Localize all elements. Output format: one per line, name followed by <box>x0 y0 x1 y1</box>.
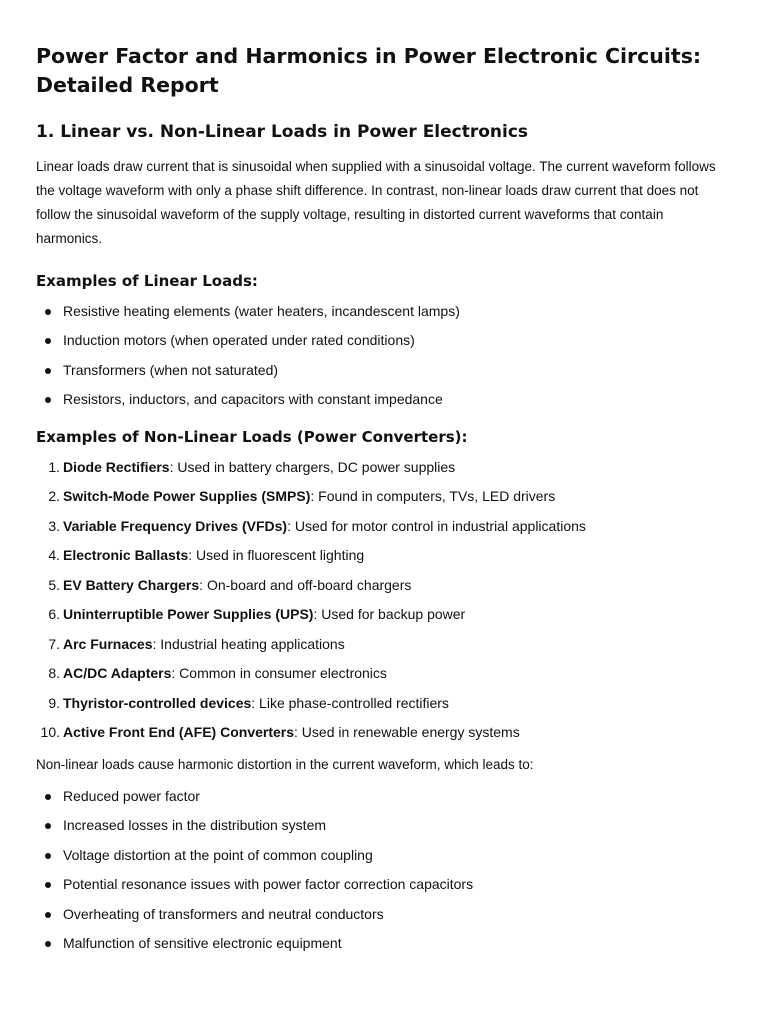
item-description: : Found in computers, TVs, LED drivers <box>310 488 556 504</box>
item-description: : Used for backup power <box>313 606 466 622</box>
list-item: Voltage distortion at the point of common coupling <box>36 845 732 866</box>
item-number: 7. <box>48 635 60 652</box>
numbered-list-item <box>36 486 732 507</box>
item-number: 4. <box>48 547 60 563</box>
item-description: : Like phase-controlled rectifiers <box>251 694 449 711</box>
item-description: : On-board and off-board chargers <box>199 576 412 593</box>
linear-loads-heading: Examples of Linear Loads: <box>36 272 258 290</box>
list-item: Resistors, inductors, and capacitors with constant impedance <box>36 389 732 410</box>
list-item: Increased losses in the distribution system <box>36 815 732 836</box>
page-title-line-2: Detailed Report <box>36 73 219 97</box>
list-item: Resistive heating elements (water heaters, incandescent lamps) <box>36 301 732 322</box>
item-number: 2. <box>48 488 60 504</box>
item-number: 3. <box>48 517 60 534</box>
list-item: Transformers (when not saturated) <box>36 360 732 381</box>
item-description: : Common in consumer electronics <box>171 665 387 681</box>
list-item: Potential resonance issues with power factor correction capacitors <box>36 874 732 895</box>
item-term: Electronic Ballasts <box>63 547 189 563</box>
numbered-list-item <box>36 457 732 478</box>
effects-list <box>36 786 732 955</box>
item-description: : Used for motor control in industrial applications <box>287 517 586 534</box>
item-number: 6. <box>48 606 60 622</box>
linear-loads-list <box>36 301 732 411</box>
item-number: 5. <box>48 576 60 593</box>
nonlinear-loads-list <box>36 457 732 744</box>
item-term: Switch-Mode Power Supplies (SMPS) <box>63 488 311 504</box>
item-number: 10. <box>40 724 60 740</box>
item-term: Thyristor-controlled devices <box>63 694 252 711</box>
list-item: Induction motors (when operated under rated conditions) <box>36 330 732 351</box>
item-term: Uninterruptible Power Supplies (UPS) <box>63 606 314 622</box>
numbered-list-item <box>36 663 732 684</box>
item-term: Arc Furnaces <box>63 635 153 652</box>
list-item: Reduced power factor <box>36 786 732 807</box>
item-description: : Used in battery chargers, DC power supplies <box>169 458 456 475</box>
item-number: 8. <box>48 665 60 681</box>
numbered-list-item <box>36 516 732 537</box>
numbered-list-item <box>36 634 732 655</box>
numbered-list-item <box>36 604 732 625</box>
item-term: Variable Frequency Drives (VFDs) <box>63 517 288 534</box>
effects-intro-paragraph: Non-linear loads cause harmonic distortion in the current waveform, which leads to: <box>36 757 534 772</box>
list-item: Malfunction of sensitive electronic equipment <box>36 933 732 954</box>
page-title <box>36 42 732 100</box>
list-item: Overheating of transformers and neutral conductors <box>36 904 732 925</box>
section-heading: 1. Linear vs. Non-Linear Loads in Power Electronics <box>36 122 529 142</box>
intro-paragraph: Linear loads draw current that is sinusoidal when supplied with a sinusoidal voltage. The current waveform follows the voltage waveform with only a phase shift difference. In contrast, non-linear loads draw current that does not follow the sinusoidal waveform of the supply voltage, resulting in distorted current waveforms that contain harmonics. <box>36 159 716 246</box>
item-term: EV Battery Chargers <box>63 576 200 593</box>
numbered-list-item <box>36 545 732 566</box>
item-term: Diode Rectifiers <box>63 458 170 475</box>
item-number: 1. <box>48 458 60 475</box>
item-number: 9. <box>48 694 60 711</box>
item-description: : Used in renewable energy systems <box>294 724 520 740</box>
item-description: : Industrial heating applications <box>152 635 345 652</box>
item-term: Active Front End (AFE) Converters <box>63 724 295 740</box>
item-description: : Used in fluorescent lighting <box>188 547 365 563</box>
nonlinear-loads-heading: Examples of Non-Linear Loads (Power Converters): <box>36 428 468 446</box>
numbered-list-item <box>36 722 732 743</box>
numbered-list-item <box>36 575 732 596</box>
page-title-line-1: Power Factor and Harmonics in Power Electronic Circuits: <box>36 44 702 68</box>
item-term: AC/DC Adapters <box>63 665 172 681</box>
numbered-list-item <box>36 693 732 714</box>
